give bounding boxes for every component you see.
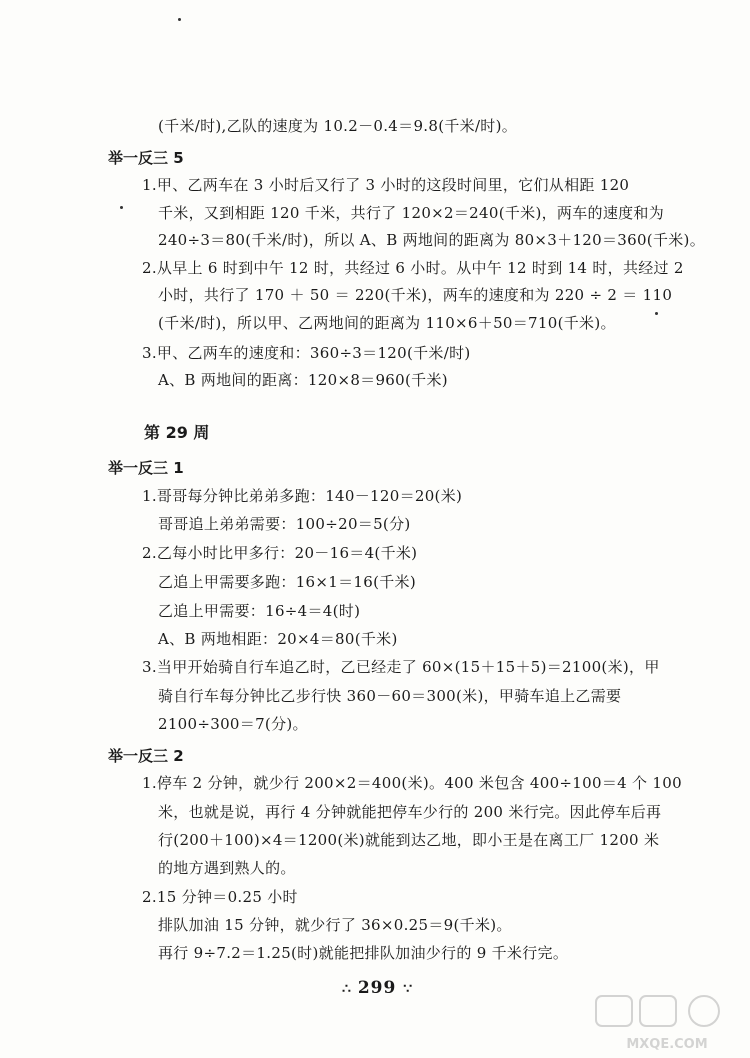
text-line: 3.当甲开始骑自行车追乙时，乙已经走了 60×(15＋15＋5)＝2100(米)，甲 bbox=[142, 658, 660, 676]
dots-decoration-right: ∵ bbox=[403, 981, 413, 997]
watermark-logo bbox=[592, 992, 742, 1054]
section-heading: 举一反三 5 bbox=[108, 149, 184, 167]
watermark-text: MXQE.COM bbox=[626, 1037, 708, 1052]
text-line: 2100÷300＝7(分)。 bbox=[158, 715, 308, 733]
page-number bbox=[342, 978, 412, 998]
text-line: 哥哥追上弟弟需要：100÷20＝5(分) bbox=[158, 515, 411, 533]
dots-decoration-left: ∴ bbox=[342, 981, 351, 997]
text-line: 行(200＋100)×4＝1200(米)就能到达乙地，即小王是在离工厂 1200 米 bbox=[158, 831, 660, 849]
text-line: 排队加油 15 分钟，就少行了 36×0.25＝9(千米)。 bbox=[158, 916, 512, 934]
section-heading: 举一反三 1 bbox=[108, 459, 184, 477]
text-line: (千米/时)，所以甲、乙两地间的距离为 110×6＋50＝710(千米)。 bbox=[158, 314, 616, 332]
text-line: (千米/时),乙队的速度为 10.2－0.4＝9.8(千米/时)。 bbox=[158, 117, 518, 135]
text-line: 米，也就是说，再行 4 分钟就能把停车少行的 200 米行完。因此停车后再 bbox=[158, 803, 662, 821]
text-line: 2.15 分钟＝0.25 小时 bbox=[142, 888, 298, 906]
text-line: 再行 9÷7.2＝1.25(时)就能把排队加油少行的 9 千米行完。 bbox=[158, 944, 569, 962]
text-line: 2.乙每小时比甲多行：20－16＝4(千米) bbox=[142, 544, 418, 562]
text-line: 2.从早上 6 时到中午 12 时，共经过 6 小时。从中午 12 时到 14 时，共经过 2 bbox=[142, 259, 684, 277]
text-line: 小时，共行了 170 ＋ 50 ＝ 220(千米)，两车的速度和为 220 ÷ 2 ＝ 110 bbox=[158, 286, 673, 304]
text-line: 骑自行车每分钟比乙步行快 360－60＝300(米)，甲骑车追上乙需要 bbox=[158, 687, 622, 705]
text-line: 乙追上甲需要：16÷4＝4(时) bbox=[158, 602, 361, 620]
page-number-text: 299 bbox=[357, 978, 397, 998]
text-line: 乙追上甲需要多跑：16×1＝16(千米) bbox=[158, 573, 416, 591]
week-title: 第 29 周 bbox=[144, 423, 210, 442]
text-line: 千米，又到相距 120 千米，共行了 120×2＝240(千米)，两车的速度和为 bbox=[158, 204, 665, 222]
section-heading: 举一反三 2 bbox=[108, 747, 184, 765]
text-line: A、B 两地相距：20×4＝80(千米) bbox=[158, 630, 398, 648]
text-line: 的地方遇到熟人的。 bbox=[158, 859, 296, 877]
text-line: A、B 两地间的距离：120×8＝960(千米) bbox=[158, 371, 448, 389]
text-line: 1.停车 2 分钟，就少行 200×2＝400(米)。400 米包含 400÷100＝4 个 100 bbox=[142, 774, 682, 792]
text-line: 1.甲、乙两车在 3 小时后又行了 3 小时的这段时间里，它们从相距 120 bbox=[142, 176, 630, 194]
text-line: 1.哥哥每分钟比弟弟多跑：140－120＝20(米) bbox=[142, 487, 463, 505]
text-line: 240÷3＝80(千米/时)，所以 A、B 两地间的距离为 80×3＋120＝360(千米)。 bbox=[158, 231, 706, 249]
text-line: 3.甲、乙两车的速度和：360÷3＝120(千米/时) bbox=[142, 344, 471, 362]
